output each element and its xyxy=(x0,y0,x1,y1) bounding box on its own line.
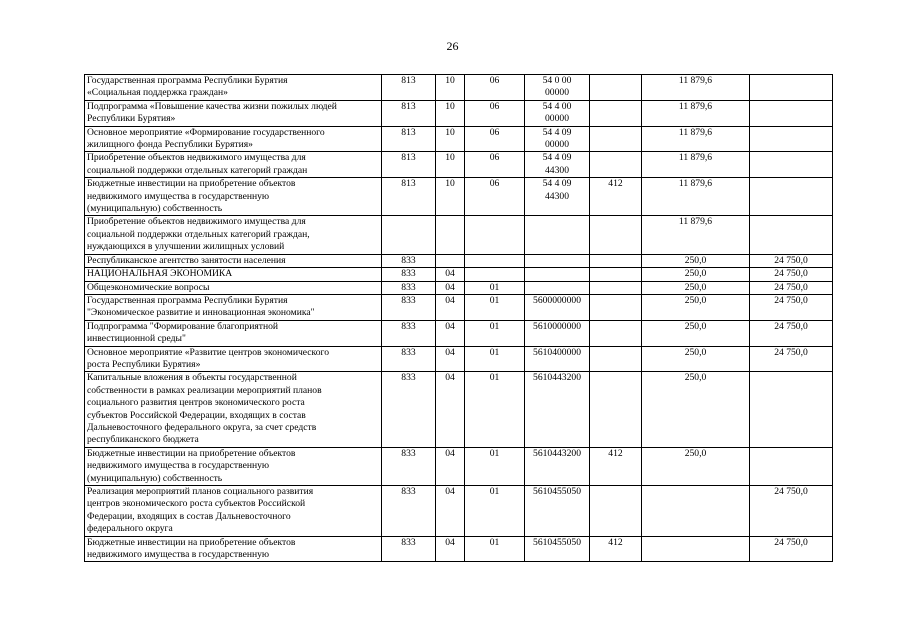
cell-name-line: Капитальные вложения в объекты государственной xyxy=(87,372,297,384)
cell-name-line: Государственная программа Республики Бурятия xyxy=(87,294,288,306)
cell-name-line: центров экономического роста субъектов Российской xyxy=(87,498,306,510)
cell-subsection xyxy=(465,254,525,267)
cell-amount-2 xyxy=(750,126,833,152)
cell-grbs: 813 xyxy=(382,75,436,101)
cell-grbs xyxy=(382,216,436,254)
cell-amount-1 xyxy=(642,486,750,537)
cell-name-line: федерального округа xyxy=(87,523,173,535)
cell-amount-2: 24 750,0 xyxy=(750,346,833,372)
cell-name-line: (муниципальную) собственность xyxy=(87,472,223,484)
cell-subsection: 06 xyxy=(465,100,525,126)
cell-amount-2: 24 750,0 xyxy=(750,281,833,294)
cell-expense-type xyxy=(590,372,642,447)
cell-expense-type xyxy=(590,75,642,101)
cell-amount-2 xyxy=(750,216,833,254)
cell-name-line: «Социальная поддержка граждан» xyxy=(87,87,228,99)
cell-grbs: 833 xyxy=(382,320,436,346)
cell-name xyxy=(85,447,382,485)
cell-amount-1: 250,0 xyxy=(642,294,750,320)
cell-grbs: 813 xyxy=(382,100,436,126)
cell-name-line: республиканского бюджета xyxy=(87,434,199,446)
cell-name-line: Приобретение объектов недвижимого имущества для xyxy=(87,216,306,228)
cell-section: 04 xyxy=(436,294,465,320)
cell-target-article-line: 54 4 09 xyxy=(542,126,572,138)
cell-subsection: 01 xyxy=(465,281,525,294)
cell-target-article-line: 44300 xyxy=(545,164,569,176)
cell-target-article xyxy=(525,447,590,485)
cell-name xyxy=(85,268,382,281)
cell-grbs: 833 xyxy=(382,486,436,537)
cell-amount-1: 250,0 xyxy=(642,320,750,346)
table-row xyxy=(85,294,833,320)
cell-grbs: 833 xyxy=(382,372,436,447)
cell-target-article-line: 5600000000 xyxy=(533,294,581,306)
cell-amount-2 xyxy=(750,447,833,485)
cell-name xyxy=(85,100,382,126)
cell-amount-1: 250,0 xyxy=(642,447,750,485)
cell-name xyxy=(85,216,382,254)
cell-name xyxy=(85,486,382,537)
cell-expense-type xyxy=(590,254,642,267)
cell-amount-2: 24 750,0 xyxy=(750,254,833,267)
cell-target-article xyxy=(525,346,590,372)
cell-amount-1: 250,0 xyxy=(642,268,750,281)
cell-subsection: 01 xyxy=(465,372,525,447)
page-number: 26 xyxy=(446,39,459,53)
cell-amount-1: 11 879,6 xyxy=(642,126,750,152)
cell-name-line: Подпрограмма "Формирование благоприятной xyxy=(87,320,279,332)
cell-target-article xyxy=(525,294,590,320)
cell-name xyxy=(85,372,382,447)
cell-name-line: недвижимого имущества в государственную xyxy=(87,549,270,561)
cell-name-line: недвижимого имущества в государственную xyxy=(87,190,270,202)
budget-table xyxy=(84,74,833,562)
cell-expense-type: 412 xyxy=(590,447,642,485)
cell-section: 10 xyxy=(436,75,465,101)
cell-target-article xyxy=(525,268,590,281)
cell-name-line: роста Республики Бурятия» xyxy=(87,358,201,370)
cell-amount-2: 24 750,0 xyxy=(750,294,833,320)
cell-section: 04 xyxy=(436,281,465,294)
cell-amount-1: 11 879,6 xyxy=(642,152,750,178)
cell-subsection xyxy=(465,268,525,281)
cell-name-line: субъектов Российской Федерации, входящих в состав xyxy=(87,409,306,421)
cell-target-article-line: 00000 xyxy=(545,87,569,99)
cell-target-article xyxy=(525,126,590,152)
cell-name xyxy=(85,281,382,294)
table-row xyxy=(85,320,833,346)
cell-grbs: 833 xyxy=(382,447,436,485)
cell-expense-type xyxy=(590,152,642,178)
table-row xyxy=(85,281,833,294)
cell-target-article-line: 00000 xyxy=(545,139,569,151)
cell-subsection: 01 xyxy=(465,320,525,346)
table-row xyxy=(85,178,833,216)
cell-target-article-line: 5610455050 xyxy=(533,536,581,548)
cell-name xyxy=(85,294,382,320)
cell-subsection: 06 xyxy=(465,152,525,178)
cell-amount-1: 11 879,6 xyxy=(642,178,750,216)
cell-name-line: жилищного фонда Республики Бурятия» xyxy=(87,139,253,151)
cell-amount-2: 24 750,0 xyxy=(750,536,833,562)
cell-target-article-line: 5610443200 xyxy=(533,372,581,384)
cell-grbs: 833 xyxy=(382,294,436,320)
cell-target-article xyxy=(525,216,590,254)
cell-target-article xyxy=(525,320,590,346)
table-row xyxy=(85,126,833,152)
cell-amount-1: 250,0 xyxy=(642,372,750,447)
cell-amount-1: 250,0 xyxy=(642,254,750,267)
cell-name-line: Республиканское агентство занятости населения xyxy=(87,254,286,266)
cell-expense-type xyxy=(590,486,642,537)
table-row xyxy=(85,254,833,267)
cell-name xyxy=(85,346,382,372)
cell-target-article-line: 5610455050 xyxy=(533,486,581,497)
cell-expense-type xyxy=(590,281,642,294)
cell-name-line: собственности в рамках реализации мероприятий планов xyxy=(87,384,322,396)
cell-name-line: Реализация мероприятий планов социального развития xyxy=(87,486,314,497)
cell-section: 04 xyxy=(436,268,465,281)
cell-name-line: "Экономическое развитие и инновационная экономика" xyxy=(87,307,315,319)
cell-name-line: недвижимого имущества в государственную xyxy=(87,460,270,472)
cell-target-article xyxy=(525,486,590,537)
cell-target-article-line: 54 0 00 xyxy=(542,75,572,86)
cell-target-article xyxy=(525,100,590,126)
cell-amount-1: 11 879,6 xyxy=(642,75,750,101)
cell-amount-1: 250,0 xyxy=(642,281,750,294)
table-row xyxy=(85,372,833,447)
cell-name xyxy=(85,152,382,178)
cell-section xyxy=(436,216,465,254)
cell-name-line: Основное мероприятие «Развитие центров экономического xyxy=(87,346,330,358)
cell-subsection: 06 xyxy=(465,126,525,152)
cell-subsection: 01 xyxy=(465,346,525,372)
cell-amount-2 xyxy=(750,75,833,101)
cell-subsection: 06 xyxy=(465,75,525,101)
cell-amount-1: 250,0 xyxy=(642,346,750,372)
cell-name xyxy=(85,126,382,152)
cell-name-line: Основное мероприятие «Формирование государственного xyxy=(87,126,325,138)
cell-name-line: социальной поддержки отдельных категорий граждан, xyxy=(87,228,310,240)
cell-name-line: социальной поддержки отдельных категорий граждан xyxy=(87,164,308,176)
table-row xyxy=(85,536,833,562)
cell-expense-type xyxy=(590,126,642,152)
cell-name xyxy=(85,178,382,216)
cell-section: 10 xyxy=(436,152,465,178)
cell-name-line: Общеэкономические вопросы xyxy=(87,281,210,293)
cell-amount-2: 24 750,0 xyxy=(750,268,833,281)
cell-section: 04 xyxy=(436,447,465,485)
cell-amount-2: 24 750,0 xyxy=(750,486,833,537)
table-row xyxy=(85,100,833,126)
cell-grbs: 833 xyxy=(382,346,436,372)
cell-name xyxy=(85,320,382,346)
cell-name-line: Приобретение объектов недвижимого имущества для xyxy=(87,152,306,164)
cell-subsection: 01 xyxy=(465,486,525,537)
cell-section: 04 xyxy=(436,536,465,562)
cell-expense-type xyxy=(590,346,642,372)
cell-name-line: Федерации, входящих в состав Дальневосточного xyxy=(87,510,291,522)
cell-target-article-line: 5610443200 xyxy=(533,447,581,459)
cell-subsection: 01 xyxy=(465,447,525,485)
budget-table-body xyxy=(85,75,833,562)
table-row xyxy=(85,216,833,254)
cell-target-article xyxy=(525,152,590,178)
cell-name-line: Государственная программа Республики Бурятия xyxy=(87,75,288,86)
cell-target-article xyxy=(525,281,590,294)
cell-amount-2 xyxy=(750,372,833,447)
cell-amount-1 xyxy=(642,536,750,562)
cell-name-line: Подпрограмма «Повышение качества жизни пожилых людей xyxy=(87,100,337,112)
cell-section: 10 xyxy=(436,100,465,126)
cell-section: 04 xyxy=(436,486,465,537)
table-row xyxy=(85,268,833,281)
cell-grbs: 813 xyxy=(382,178,436,216)
cell-expense-type xyxy=(590,294,642,320)
cell-amount-2 xyxy=(750,152,833,178)
cell-name xyxy=(85,536,382,562)
cell-name-line: Бюджетные инвестиции на приобретение объектов xyxy=(87,536,296,548)
cell-target-article-line: 00000 xyxy=(545,113,569,125)
cell-target-article xyxy=(525,178,590,216)
cell-target-article xyxy=(525,372,590,447)
cell-section: 04 xyxy=(436,372,465,447)
cell-target-article xyxy=(525,254,590,267)
cell-target-article-line: 44300 xyxy=(545,190,569,202)
cell-target-article-line: 5610000000 xyxy=(533,320,581,332)
cell-name xyxy=(85,75,382,101)
cell-expense-type: 412 xyxy=(590,178,642,216)
cell-name-line: (муниципальную) собственность xyxy=(87,203,223,215)
cell-name-line: инвестиционной среды" xyxy=(87,333,186,345)
cell-target-article-line: 54 4 00 xyxy=(542,100,572,112)
cell-amount-2 xyxy=(750,100,833,126)
cell-subsection: 01 xyxy=(465,536,525,562)
cell-grbs: 833 xyxy=(382,254,436,267)
cell-name-line: Бюджетные инвестиции на приобретение объектов xyxy=(87,447,296,459)
cell-grbs: 813 xyxy=(382,126,436,152)
cell-subsection: 01 xyxy=(465,294,525,320)
cell-section: 10 xyxy=(436,126,465,152)
cell-section: 04 xyxy=(436,346,465,372)
cell-target-article-line: 5610400000 xyxy=(533,346,581,358)
cell-section: 04 xyxy=(436,320,465,346)
table-row xyxy=(85,486,833,537)
cell-subsection xyxy=(465,216,525,254)
cell-name-line: нуждающихся в улучшении жилищных условий xyxy=(87,241,285,253)
cell-expense-type xyxy=(590,100,642,126)
table-row xyxy=(85,447,833,485)
table-row xyxy=(85,152,833,178)
cell-expense-type: 412 xyxy=(590,536,642,562)
cell-expense-type xyxy=(590,268,642,281)
table-row xyxy=(85,75,833,101)
cell-amount-2 xyxy=(750,178,833,216)
cell-section xyxy=(436,254,465,267)
cell-name xyxy=(85,254,382,267)
cell-amount-1: 11 879,6 xyxy=(642,216,750,254)
cell-expense-type xyxy=(590,216,642,254)
cell-target-article xyxy=(525,75,590,101)
table-row xyxy=(85,346,833,372)
cell-grbs: 833 xyxy=(382,536,436,562)
cell-name-line: Бюджетные инвестиции на приобретение объектов xyxy=(87,178,296,190)
cell-amount-1: 11 879,6 xyxy=(642,100,750,126)
cell-target-article-line: 54 4 09 xyxy=(542,152,572,164)
cell-grbs: 833 xyxy=(382,268,436,281)
cell-name-line: НАЦИОНАЛЬНАЯ ЭКОНОМИКА xyxy=(87,268,233,280)
cell-target-article xyxy=(525,536,590,562)
cell-grbs: 833 xyxy=(382,281,436,294)
cell-grbs: 813 xyxy=(382,152,436,178)
cell-name-line: Республики Бурятия» xyxy=(87,113,176,125)
cell-target-article-line: 54 4 09 xyxy=(542,178,572,190)
cell-name-line: социального развития центров экономического роста xyxy=(87,397,305,409)
cell-expense-type xyxy=(590,320,642,346)
cell-section: 10 xyxy=(436,178,465,216)
cell-name-line: Дальневосточного федерального округа, за счет средств xyxy=(87,421,317,433)
cell-amount-2: 24 750,0 xyxy=(750,320,833,346)
cell-subsection: 06 xyxy=(465,178,525,216)
